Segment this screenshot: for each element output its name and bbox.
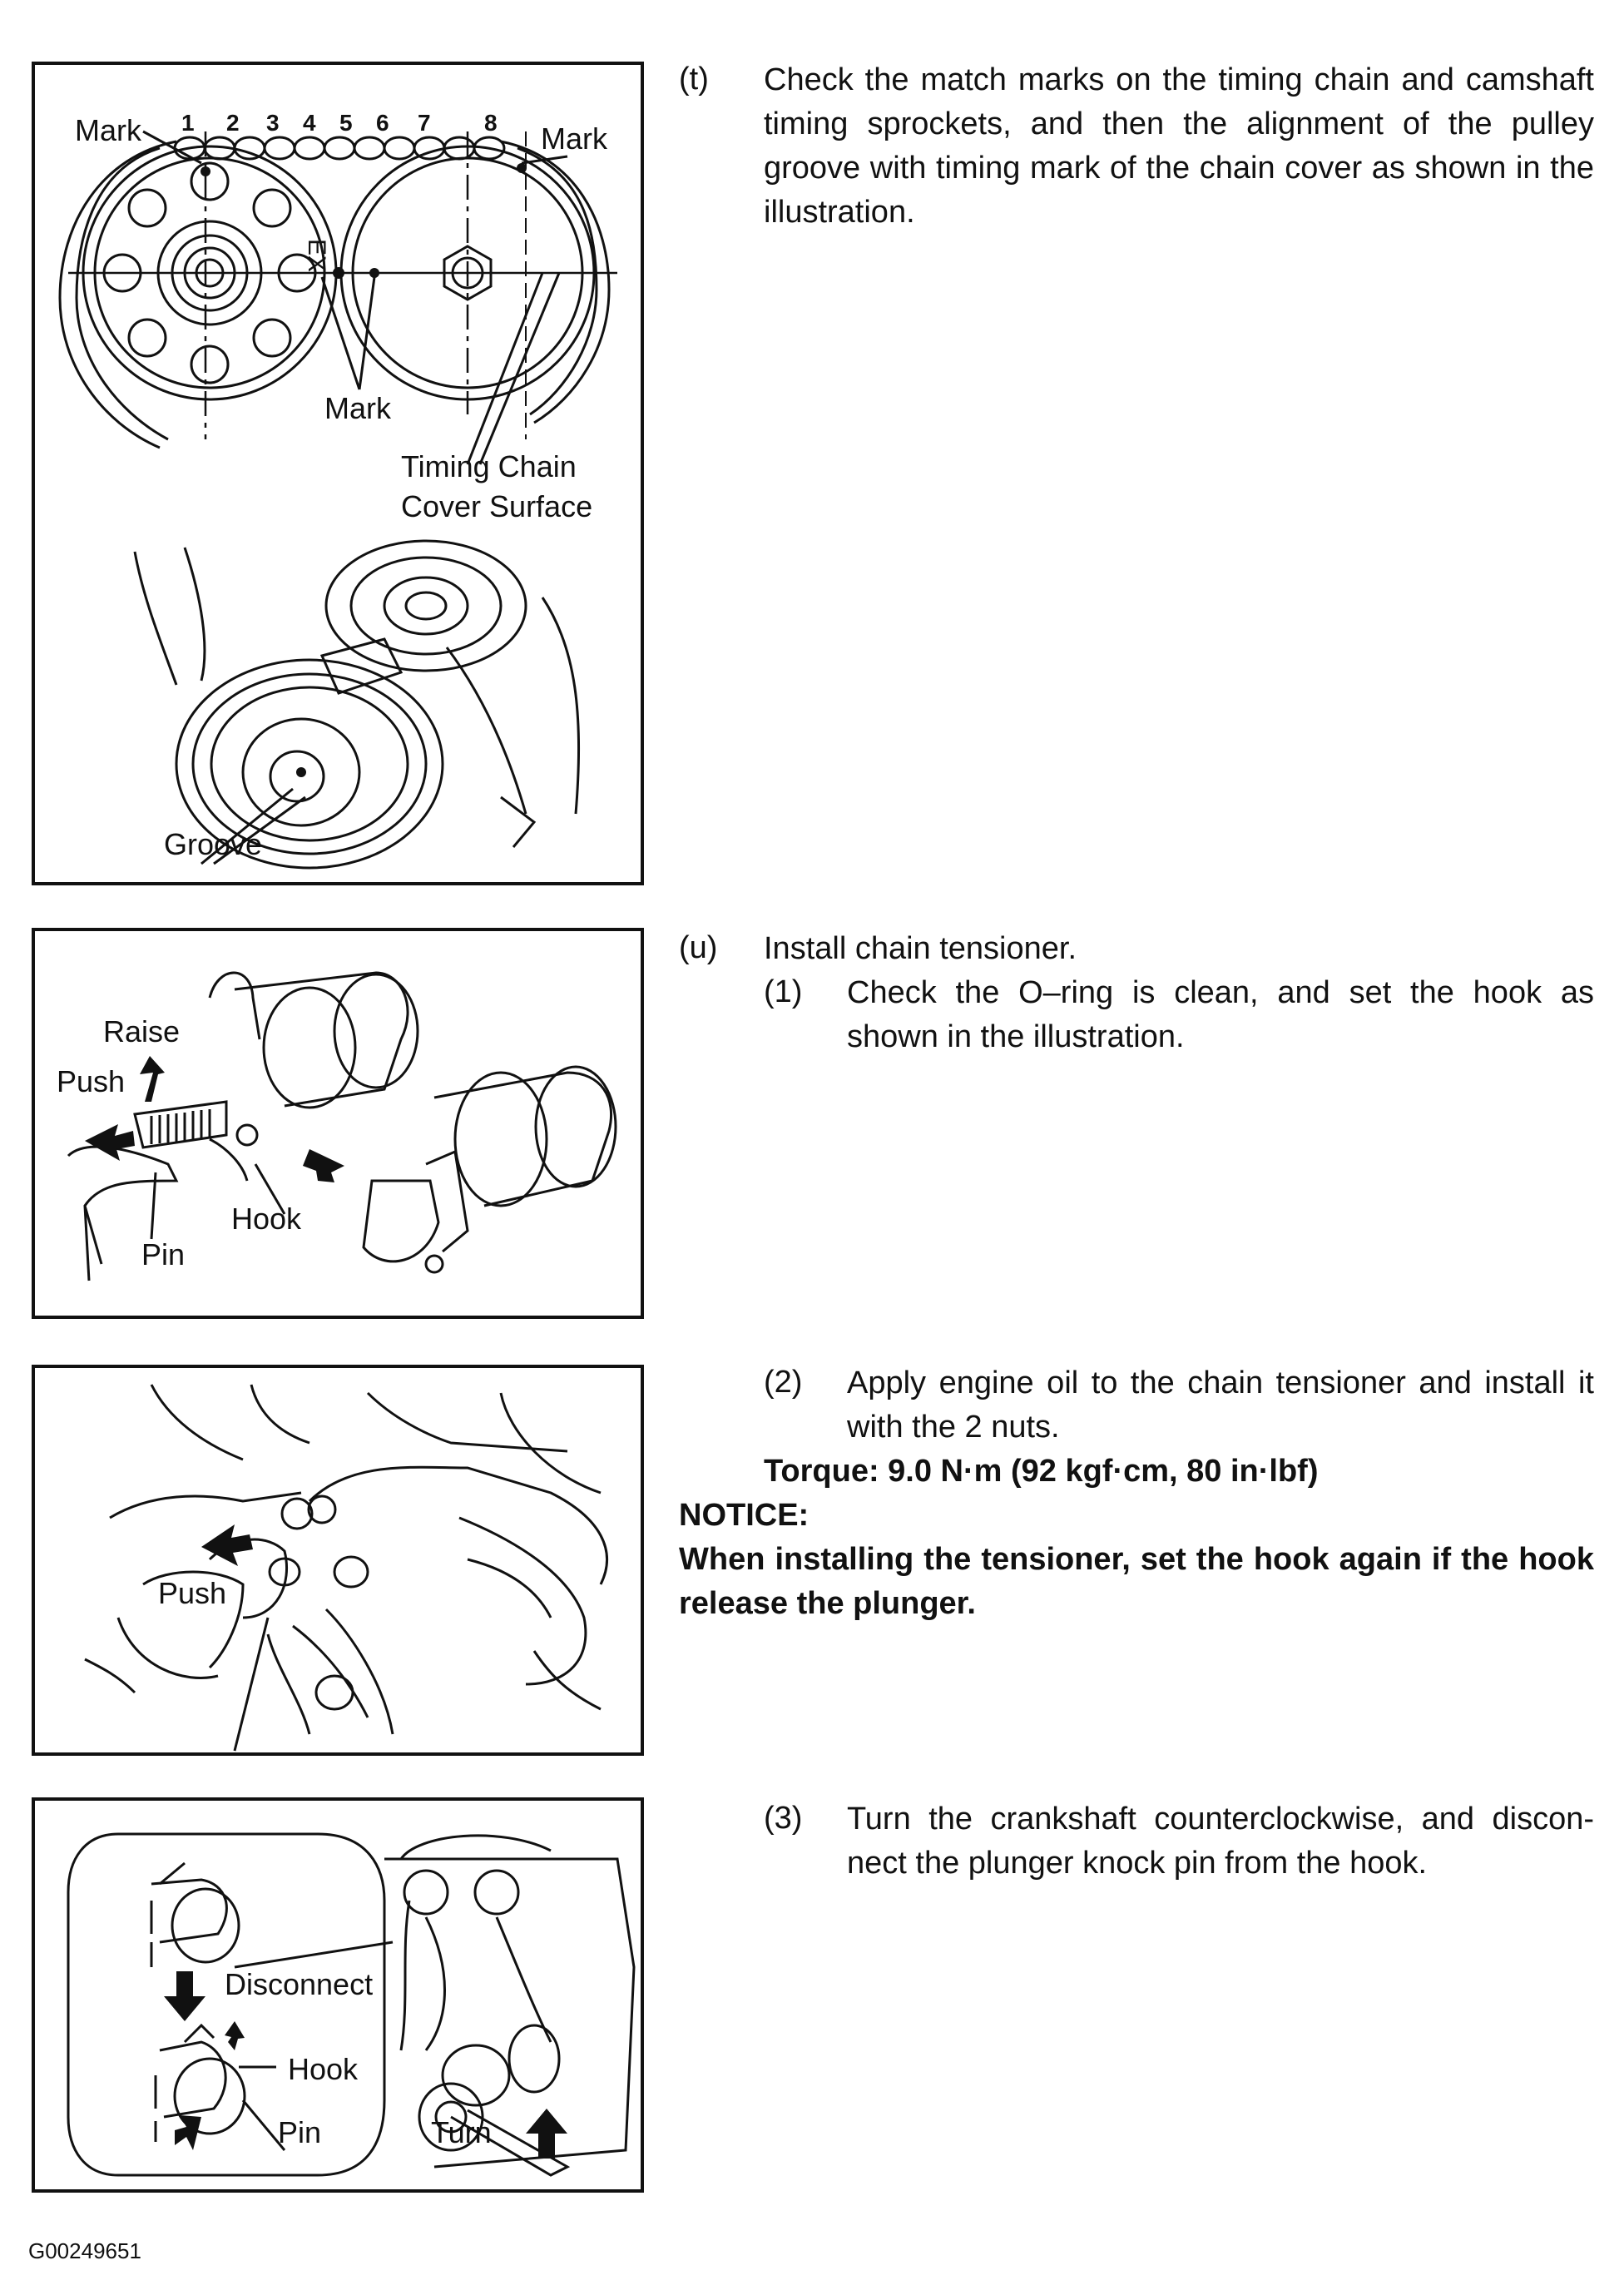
step-t-id: (t): [679, 62, 709, 97]
notice-title: NOTICE:: [679, 1498, 810, 1533]
step-u3-id: (3): [764, 1801, 803, 1836]
step-u2-id: (2): [764, 1365, 803, 1400]
hook-label: Hook: [231, 1202, 302, 1236]
disconnect-label: Disconnect: [225, 1967, 374, 2001]
timing-marks-figure: [32, 62, 644, 885]
push-label: Push: [57, 1064, 126, 1098]
mark-label-left: Mark: [75, 113, 141, 147]
groove-label: Groove: [164, 827, 263, 861]
turn-label: Turn: [431, 2115, 492, 2149]
pin-label: Pin: [278, 2115, 322, 2149]
step-u2-text: Apply engine oil to the chain tensioner and install it with the 2 nuts.: [847, 1366, 1594, 1445]
step-t-text: Check the match marks on the timing chain and camshaft timing sprockets, and then the alignment of the pulley groove with timing mark of the chain cover as shown in the illustration.: [764, 62, 1594, 230]
step-u1-text: Check the O–ring is clean, and set the hook as shown in the illustration.: [847, 975, 1594, 1054]
cover-surface-label: Cover Surface: [401, 489, 593, 523]
install-tensioner-figure: [32, 1365, 644, 1756]
mark-label-center: Mark: [324, 391, 391, 425]
tensioner-hook-figure: [32, 928, 644, 1319]
chain-link-number-4: 4: [303, 110, 316, 136]
timing-chain-label: Timing Chain: [401, 449, 577, 483]
chain-link-number-7: 7: [418, 110, 431, 136]
torque-spec: Torque: 9.0 N·m (92 kgf·cm, 80 in·lbf): [764, 1454, 1319, 1489]
chain-link-number-6: 6: [376, 110, 389, 136]
hook-label: Hook: [288, 2052, 359, 2086]
disconnect-plunger-figure: [32, 1797, 644, 2193]
reference-code: G00249651: [28, 2238, 141, 2263]
chain-link-number-1: 1: [181, 110, 195, 136]
chain-link-number-5: 5: [339, 110, 353, 136]
install-tensioner-illustration: [35, 1368, 647, 1759]
chain-link-number-3: 3: [266, 110, 280, 136]
ex-label: EX: [303, 238, 331, 273]
push-label: Push: [158, 1576, 227, 1610]
raise-label: Raise: [103, 1014, 181, 1048]
step-u3-text: Turn the crankshaft counterclockwise, and discon- nect the plunger knock pin from the hook.: [847, 1802, 1594, 1881]
chain-link-number-2: 2: [226, 110, 240, 136]
notice-text: When installing the tensioner, set the hook again if the hook release the plunger.: [679, 1542, 1594, 1621]
step-u1-id: (1): [764, 974, 803, 1009]
chain-link-number-8: 8: [484, 110, 498, 136]
mark-label-right: Mark: [541, 121, 607, 156]
step-u-id: (u): [679, 930, 718, 965]
step-u-text: Install chain tensioner.: [764, 931, 1077, 966]
pin-label: Pin: [141, 1237, 186, 1271]
tensioner-hook-illustration: [35, 931, 647, 1322]
